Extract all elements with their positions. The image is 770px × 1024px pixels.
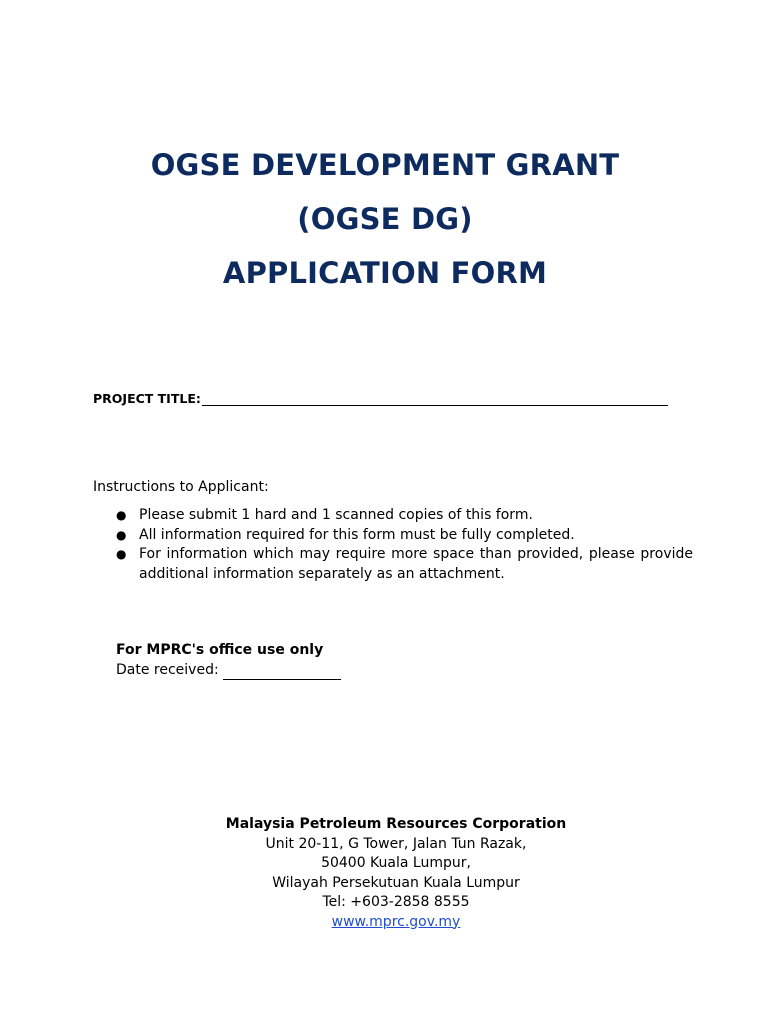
title-line-3: APPLICATION FORM bbox=[222, 256, 548, 290]
project-title-label: PROJECT TITLE: bbox=[93, 391, 201, 406]
contact-footer bbox=[0, 815, 770, 932]
list-item bbox=[93, 526, 693, 546]
list-item bbox=[93, 545, 693, 584]
project-title-field[interactable] bbox=[202, 391, 668, 406]
telephone: Tel: +603-2858 8555 bbox=[322, 894, 470, 910]
bullet-icon: ● bbox=[116, 547, 127, 561]
instruction-text: For information which may require more space than provided, please provide additional information separately as an attachment. bbox=[139, 546, 693, 582]
title-line-2: (OGSE DG) bbox=[297, 202, 473, 236]
address-line-3: Wilayah Persekutuan Kuala Lumpur bbox=[272, 874, 520, 891]
instructions-heading: Instructions to Applicant: bbox=[93, 479, 269, 495]
instruction-text: All information required for this form must be fully completed. bbox=[139, 526, 575, 543]
date-received-field[interactable] bbox=[223, 665, 341, 680]
bullet-icon: ● bbox=[116, 508, 127, 522]
document-title bbox=[0, 138, 770, 300]
instructions-list bbox=[93, 506, 693, 584]
organization-name: Malaysia Petroleum Resources Corporation bbox=[225, 816, 567, 832]
bullet-icon: ● bbox=[116, 527, 127, 542]
instructions-section bbox=[93, 477, 693, 584]
project-title-row bbox=[93, 391, 673, 406]
office-use-section bbox=[116, 641, 341, 680]
list-item bbox=[93, 506, 693, 526]
address-line-2: 50400 Kuala Lumpur, bbox=[321, 855, 471, 871]
date-received-label: Date received: bbox=[116, 661, 219, 678]
title-line-1: OGSE DEVELOPMENT GRANT bbox=[150, 148, 620, 182]
instruction-text: Please submit 1 hard and 1 scanned copies of this form. bbox=[139, 507, 533, 523]
date-received-row bbox=[116, 661, 341, 681]
address-line-1: Unit 20-11, G Tower, Jalan Tun Razak, bbox=[265, 835, 527, 852]
website-link[interactable]: www.mprc.gov.my bbox=[331, 913, 461, 930]
office-use-heading: For MPRC's office use only bbox=[116, 642, 324, 658]
